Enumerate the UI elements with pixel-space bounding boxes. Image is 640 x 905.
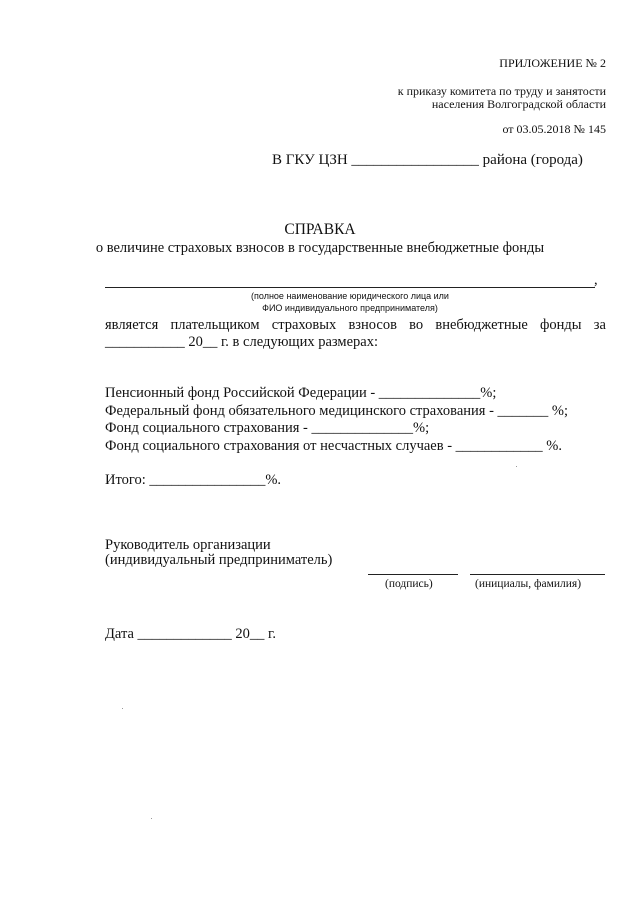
payer-word: внебюджетные [435, 317, 528, 333]
addressee-line: В ГКУ ЦЗН _________________ района (города) [272, 152, 583, 168]
payer-word: плательщиком [170, 317, 260, 333]
organization-field-comma: , [594, 272, 598, 288]
signatory-subtitle: (индивидуальный предприниматель) [105, 552, 333, 568]
payer-word: взносов [348, 317, 397, 333]
fund-social-insurance: Фонд социального страхования - ______________%; [105, 420, 430, 436]
signature-label: (подпись) [385, 578, 433, 590]
fund-medical-insurance: Федеральный фонд обязательного медицинского страхования - _______ %; [105, 403, 569, 419]
name-label: (инициалы, фамилия) [475, 578, 582, 590]
payer-word: фонды [540, 317, 582, 333]
fund-pension: Пенсионный фонд Российской Федерации - ______________%; [105, 385, 497, 401]
payer-word: за [593, 317, 606, 333]
appendix-number: ПРИЛОЖЕНИЕ № 2 [499, 56, 606, 70]
document-subtitle: о величине страховых взносов в государственные внебюджетные фонды [95, 240, 545, 256]
organization-name-field-line [105, 287, 595, 288]
scan-speck [151, 818, 152, 819]
signatory-title: Руководитель организации [105, 537, 271, 553]
payer-statement-line1 [105, 317, 606, 334]
document-title: СПРАВКА [284, 221, 356, 238]
payer-word: страховых [271, 317, 337, 333]
order-reference-line1: к приказу комитета по труду и занятости [397, 84, 606, 98]
payer-statement-line2: ___________ 20__ г. в следующих размерах: [105, 334, 378, 350]
payer-word: является [105, 317, 159, 333]
organization-hint-line2: ФИО индивидуального предпринимателя) [262, 303, 438, 313]
payer-word: во [409, 317, 424, 333]
name-field-line [470, 574, 605, 575]
organization-hint-line1: (полное наименование юридического лица или [251, 291, 449, 301]
order-date-number: от 03.05.2018 № 145 [502, 122, 606, 136]
fund-accident-insurance: Фонд социального страхования от несчастных случаев - ____________ %. [105, 438, 562, 454]
total-line: Итого: ________________%. [105, 472, 282, 488]
scan-speck [122, 708, 123, 709]
signature-field-line [368, 574, 458, 575]
order-reference-line2: населения Волгоградской области [431, 97, 606, 111]
date-line: Дата _____________ 20__ г. [105, 626, 276, 642]
scan-speck [516, 466, 517, 467]
